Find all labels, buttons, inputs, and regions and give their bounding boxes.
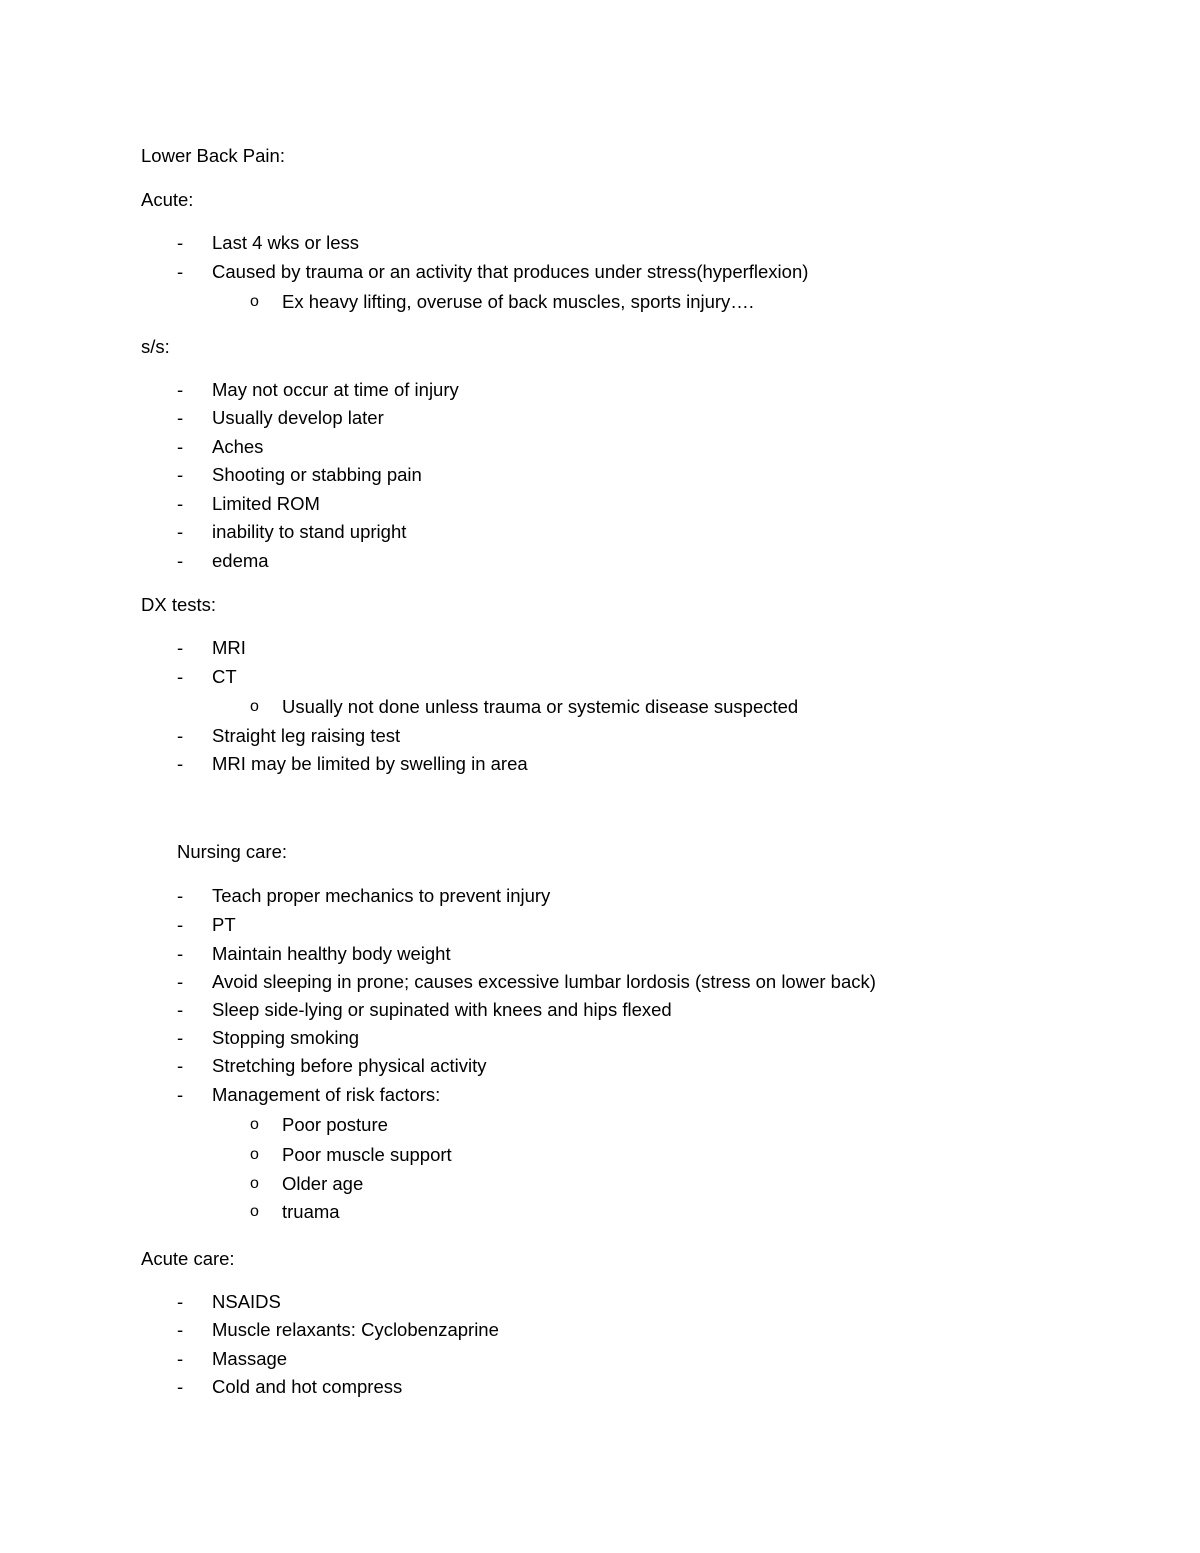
dash-bullet: -	[177, 1291, 184, 1312]
dash-bullet: -	[177, 637, 184, 658]
circle-bullet: o	[250, 1116, 259, 1133]
list-item: inability to stand upright	[212, 521, 407, 542]
dash-bullet: -	[177, 971, 184, 992]
list-item: Usually develop later	[212, 407, 384, 428]
list-item: Sleep side-lying or supinated with knees and hips flexed	[212, 999, 672, 1020]
dash-bullet: -	[177, 1376, 184, 1397]
dash-bullet: -	[177, 885, 184, 906]
list-item: Avoid sleeping in prone; causes excessive lumbar lordosis (stress on lower back)	[212, 971, 876, 992]
list-item: Shooting or stabbing pain	[212, 464, 422, 485]
list-item: Massage	[212, 1348, 288, 1369]
sub-list-item: Usually not done unless trauma or systemic disease suspected	[282, 696, 799, 717]
list-item: Caused by trauma or an activity that produces under stress(hyperflexion)	[212, 261, 809, 282]
list-item: Teach proper mechanics to prevent injury	[212, 885, 551, 906]
dash-bullet: -	[177, 261, 184, 282]
circle-bullet: o	[250, 293, 259, 310]
section-heading-acute: Acute:	[141, 189, 194, 210]
dash-bullet: -	[177, 232, 184, 253]
dash-bullet: -	[177, 753, 184, 774]
sub-list-item: Poor muscle support	[282, 1144, 452, 1165]
dash-bullet: -	[177, 999, 184, 1020]
section-heading-dx-tests: DX tests:	[141, 594, 217, 615]
dash-bullet: -	[177, 550, 184, 571]
circle-bullet: o	[250, 1203, 259, 1220]
list-item: Stopping smoking	[212, 1027, 360, 1048]
circle-bullet: o	[250, 1175, 259, 1192]
dash-bullet: -	[177, 725, 184, 746]
dash-bullet: -	[177, 1055, 184, 1076]
sub-list-item: Ex heavy lifting, overuse of back muscles, sports injury….	[282, 291, 754, 312]
dash-bullet: -	[177, 464, 184, 485]
list-item: Stretching before physical activity	[212, 1055, 487, 1076]
dash-bullet: -	[177, 1319, 184, 1340]
section-heading-nursing-care: Nursing care:	[177, 841, 288, 862]
circle-bullet: o	[250, 698, 259, 715]
dash-bullet: -	[177, 914, 184, 935]
list-item: Maintain healthy body weight	[212, 943, 451, 964]
list-item: Last 4 wks or less	[212, 232, 360, 253]
list-item: Management of risk factors:	[212, 1084, 441, 1105]
list-item: edema	[212, 550, 269, 571]
dash-bullet: -	[177, 1027, 184, 1048]
list-item: Straight leg raising test	[212, 725, 401, 746]
list-item: Cold and hot compress	[212, 1376, 403, 1397]
section-heading-acute-care: Acute care:	[141, 1248, 235, 1269]
list-item: Aches	[212, 436, 264, 457]
list-item: May not occur at time of injury	[212, 379, 459, 400]
list-item: Muscle relaxants: Cyclobenzaprine	[212, 1319, 499, 1340]
sub-list-item: Older age	[282, 1173, 364, 1194]
sub-list-item: truama	[282, 1201, 340, 1222]
list-item: CT	[212, 666, 237, 687]
list-item: NSAIDS	[212, 1291, 281, 1312]
dash-bullet: -	[177, 1084, 184, 1105]
dash-bullet: -	[177, 1348, 184, 1369]
dash-bullet: -	[177, 379, 184, 400]
list-item: Limited ROM	[212, 493, 320, 514]
dash-bullet: -	[177, 521, 184, 542]
dash-bullet: -	[177, 436, 184, 457]
list-item: MRI	[212, 637, 246, 658]
dash-bullet: -	[177, 943, 184, 964]
list-item: MRI may be limited by swelling in area	[212, 753, 528, 774]
dash-bullet: -	[177, 407, 184, 428]
document-title: Lower Back Pain:	[141, 145, 285, 166]
circle-bullet: o	[250, 1146, 259, 1163]
sub-list-item: Poor posture	[282, 1114, 388, 1135]
dash-bullet: -	[177, 666, 184, 687]
list-item: PT	[212, 914, 236, 935]
section-heading-ss: s/s:	[141, 336, 170, 357]
dash-bullet: -	[177, 493, 184, 514]
